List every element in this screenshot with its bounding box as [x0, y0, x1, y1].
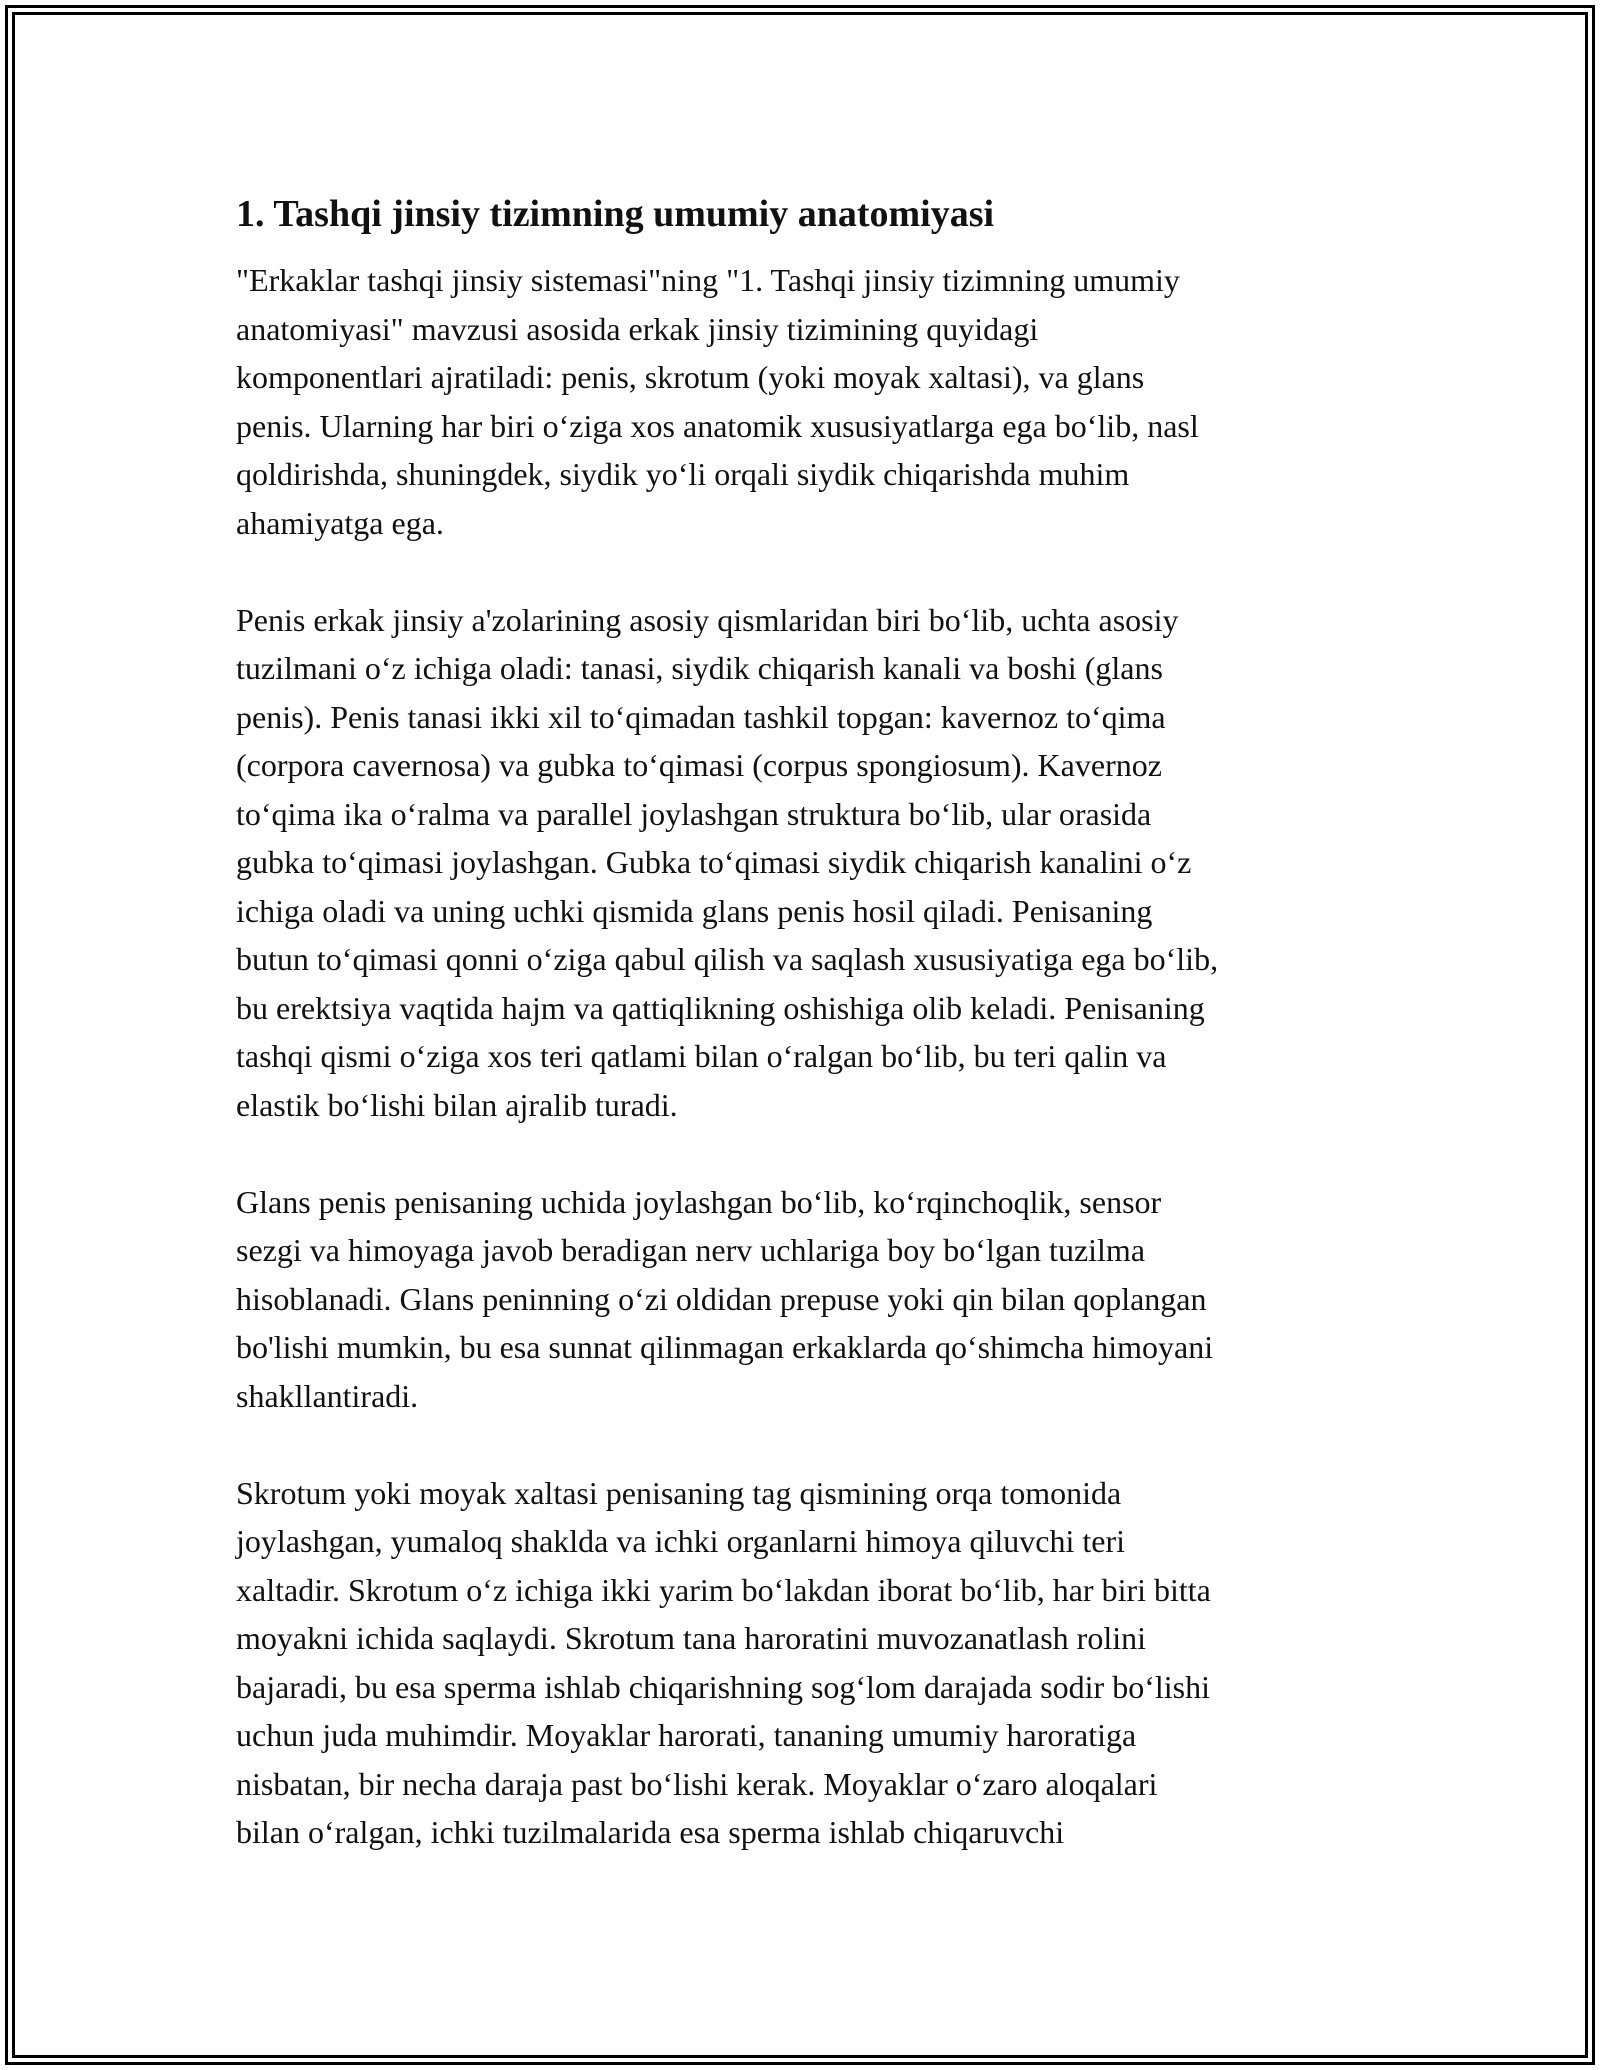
paragraph-line: uchun juda muhimdir. Moyaklar harorati, tananing umumiy haroratiga: [236, 1717, 1137, 1753]
paragraph-line: to‘qima ika o‘ralma va parallel joylashgan struktura bo‘lib, ular orasida: [236, 795, 1152, 832]
paragraph-line: bo'lishi mumkin, bu esa sunnat qilinmagan erkaklarda qo‘shimcha himoyani: [236, 1329, 1214, 1365]
paragraph-line: sezgi va himoyaga javob beradigan nerv uchlariga boy bo‘lgan tuzilma: [236, 1232, 1146, 1268]
paragraph-line: tuzilmani o‘z ichiga oladi: tanasi, siydik chiqarish kanali va boshi (glans: [236, 650, 1163, 686]
paragraph-line: ahamiyatga ega.: [236, 504, 444, 541]
paragraph-line: penis. Ularning har biri o‘ziga xos anatomik xususiyatlarga ega bo‘lib, nasl: [236, 407, 1199, 444]
paragraph-line: tashqi qismi o‘ziga xos teri qatlami bilan o‘ralgan bo‘lib, bu teri qalin va: [236, 1038, 1167, 1074]
paragraph-line: bu erektsiya vaqtida hajm va qattiqlikning oshishiga olib keladi. Penisaning: [236, 989, 1205, 1026]
body-paragraph: [236, 1178, 1386, 1421]
paragraph-line: Penis erkak jinsiy a'zolarining asosiy qismlaridan biri bo‘lib, uchta asosiy: [236, 601, 1179, 638]
paragraph-line: gubka to‘qimasi joylashgan. Gubka to‘qimasi siydik chiqarish kanalini o‘z: [236, 844, 1192, 880]
paragraph-line: "Erkaklar tashqi jinsiy sistemasi"ning "1. Tashqi jinsiy tizimning umumiy: [236, 262, 1180, 298]
paragraph-line: anatomiyasi" mavzusi asosida erkak jinsiy tizimining quyidagi: [236, 310, 1039, 347]
body-paragraph: [236, 1469, 1386, 1857]
paragraph-line: xaltadir. Skrotum o‘z ichiga ikki yarim bo‘lakdan iborat bo‘lib, har biri bitta: [236, 1571, 1211, 1608]
paragraph-list: [236, 256, 1386, 1857]
paragraph-line: Glans penis penisaning uchida joylashgan bo‘lib, ko‘rqinchoqlik, sensor: [236, 1183, 1162, 1220]
paragraph-line: joylashgan, yumaloq shaklda va ichki organlarni himoya qiluvchi teri: [236, 1523, 1125, 1559]
paragraph-line: nisbatan, bir necha daraja past bo‘lishi kerak. Moyaklar o‘zaro aloqalari: [236, 1765, 1158, 1802]
paragraph-line: moyakni ichida saqlaydi. Skrotum tana haroratini muvozanatlash rolini: [236, 1620, 1146, 1656]
section-heading: 1. Tashqi jinsiy tizimning umumiy anatomiyasi: [236, 193, 995, 235]
body-paragraph: [236, 256, 1386, 547]
paragraph-line: penis). Penis tanasi ikki xil to‘qimadan tashkil topgan: kavernoz to‘qima: [236, 698, 1166, 735]
body-paragraph: [236, 596, 1386, 1130]
paragraph-line: hisoblanadi. Glans peninning o‘zi oldidan prepuse yoki qin bilan qoplangan: [236, 1280, 1207, 1317]
paragraph-line: qoldirishda, shuningdek, siydik yo‘li orqali siydik chiqarishda muhim: [236, 456, 1130, 492]
document-body: [236, 186, 1386, 1905]
paragraph-line: bilan o‘ralgan, ichki tuzilmalarida esa sperma ishlab chiqaruvchi: [236, 1814, 1065, 1850]
paragraph-line: shakllantiradi.: [236, 1377, 419, 1414]
paragraph-line: elastik bo‘lishi bilan ajralib turadi.: [236, 1086, 678, 1123]
paragraph-line: Skrotum yoki moyak xaltasi penisaning tag qismining orqa tomonida: [236, 1474, 1122, 1511]
paragraph-line: butun to‘qimasi qonni o‘ziga qabul qilish va saqlash xususiyatiga ega bo‘lib,: [236, 941, 1219, 977]
paragraph-line: komponentlari ajratiladi: penis, skrotum (yoki moyak xaltasi), va glans: [236, 359, 1145, 395]
paragraph-line: ichiga oladi va uning uchki qismida glans penis hosil qiladi. Penisaning: [236, 892, 1153, 929]
paragraph-line: (corpora cavernosa) va gubka to‘qimasi (corpus spongiosum). Kavernoz: [236, 747, 1162, 783]
paragraph-line: bajaradi, bu esa sperma ishlab chiqarishning sog‘lom darajada sodir bo‘lishi: [236, 1668, 1210, 1705]
